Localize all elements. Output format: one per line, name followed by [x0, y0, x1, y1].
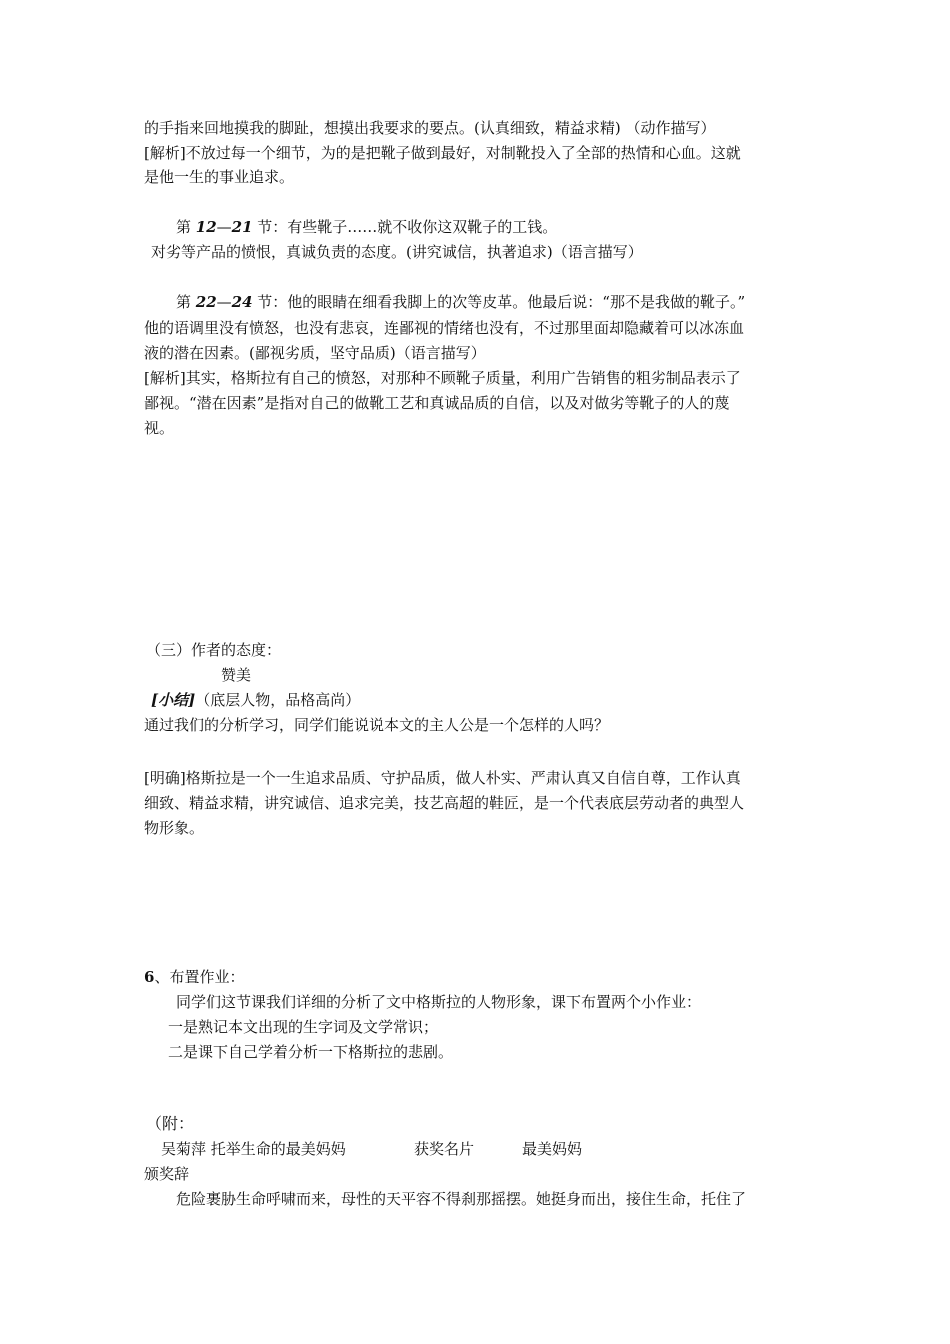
heading-prefix: 第	[176, 293, 196, 311]
heading-prefix: 第	[176, 218, 196, 236]
clarify-line: 细致、精益求精，讲究诚信、追求完美，技艺高超的鞋匠，是一个代表底层劳动者的典型人	[144, 794, 745, 812]
clarify-line: [明确]格斯拉是一个一生追求品质、守护品质，做人朴实、严肃认真又自信自尊，工作认真	[144, 769, 741, 787]
section-title: 、布置作业：	[154, 968, 245, 986]
appendix-heading: （附：	[146, 1114, 195, 1133]
paragraph-line: 他的语调里没有愤怒，也没有悲哀，连鄙视的情绪也没有，不过那里面却隐藏着可以冰冻血	[144, 319, 745, 337]
homework-task: 一是熟记本文出现的生字词及文学常识；	[168, 1018, 439, 1036]
homework-intro: 同学们这节课我们详细的分析了文中格斯拉的人物形象，课下布置两个小作业：	[176, 993, 702, 1011]
analysis-line: 是他一生的事业追求。	[144, 168, 295, 186]
analysis-line: [解析]其实，格斯拉有自己的愤怒，对那种不顾靴子质量，利用广告销售的粗劣制品表示了	[144, 369, 741, 387]
paragraph-line: 液的潜在因素。(鄙视劣质，坚守品质)（语言描写）	[144, 344, 486, 362]
award-title: 最美妈妈	[522, 1140, 583, 1158]
citation-label: 颁奖辞	[144, 1165, 190, 1183]
citation-text: 危险裹胁生命呼啸而来，母性的天平容不得刹那摇摆。她挺身而出，接住生命，托住了	[176, 1190, 747, 1208]
heading-text: 节：有些靴子……就不收你这双靴子的工钱。	[252, 218, 558, 236]
section-heading-22-24	[176, 292, 745, 312]
section-number: 6	[144, 968, 155, 986]
appendix-name-line: 吴菊萍 托举生命的最美妈妈	[161, 1140, 346, 1158]
range-start: 22	[195, 293, 217, 311]
homework-task: 二是课下自己学着分析一下格斯拉的悲剧。	[168, 1043, 454, 1061]
award-card-label: 获奖名片	[414, 1140, 475, 1158]
summary-line	[151, 690, 360, 710]
homework-heading	[144, 967, 244, 987]
range-dash: —	[216, 293, 232, 311]
summary-text: （底层人物，品格高尚）	[195, 691, 361, 709]
paragraph-line: 对劣等产品的愤恨，真诚负责的态度。(讲究诚信，执著追求)（语言描写）	[151, 243, 643, 261]
range-dash: —	[216, 218, 232, 236]
summary-label: [小结]	[151, 691, 196, 709]
heading-text: 节：他的眼睛在细看我脚上的次等皮革。他最后说：“那不是我做的靴子。”	[252, 293, 746, 311]
analysis-line: [解析]不放过每一个细节，为的是把靴子做到最好，对制靴投入了全部的热情和心血。这就	[144, 144, 741, 162]
attitude-heading: （三）作者的态度：	[146, 641, 282, 659]
question-line: 通过我们的分析学习，同学们能说说本文的主人公是一个怎样的人吗？	[144, 716, 610, 734]
analysis-line: 鄙视。“潜在因素”是指对自己的做靴工艺和真诚品质的自信，以及对做劣等靴子的人的蔑	[144, 394, 730, 412]
range-end: 24	[231, 293, 253, 311]
range-start: 12	[195, 218, 217, 236]
paragraph-line: 的手指来回地摸我的脚趾，想摸出我要求的要点。(认真细致，精益求精) （动作描写）	[144, 119, 716, 137]
range-end: 21	[231, 218, 253, 236]
analysis-line: 视。	[144, 419, 175, 437]
attitude-value: 赞美	[221, 666, 252, 684]
section-heading-12-21	[176, 217, 557, 237]
clarify-line: 物形象。	[144, 819, 205, 837]
